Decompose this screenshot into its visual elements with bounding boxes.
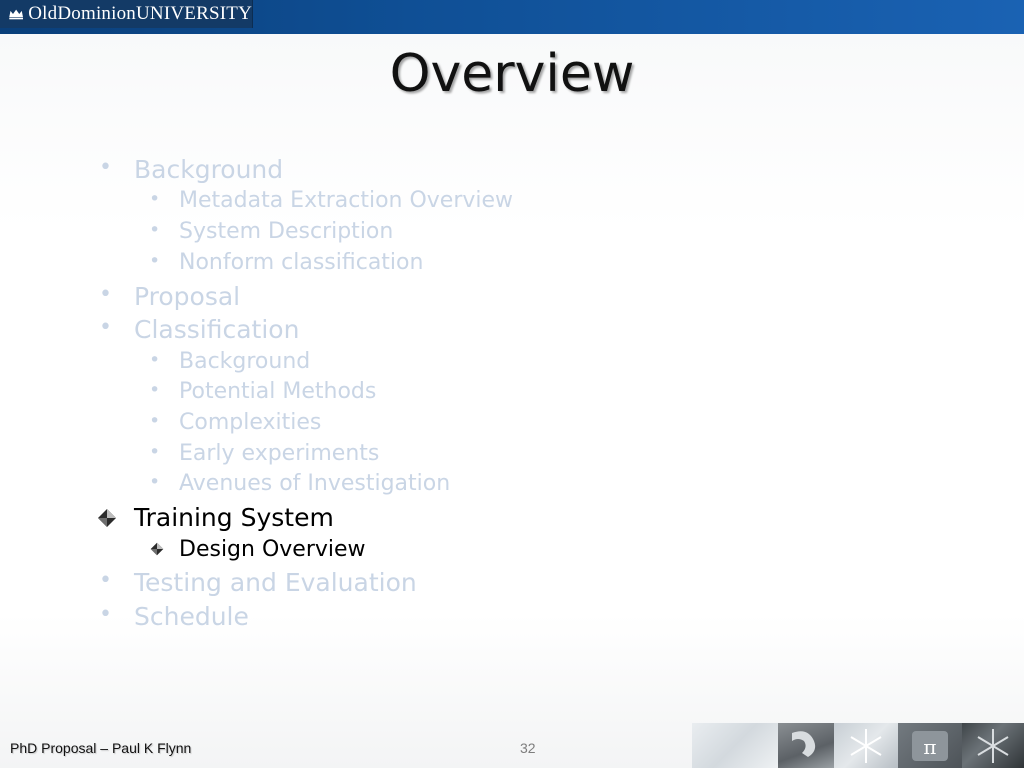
bullet-dot-icon: •	[149, 250, 161, 272]
outline-item-active	[134, 503, 334, 532]
logo-text: OldDominionUNIVERSITY	[28, 3, 252, 24]
bullet-dot-icon: •	[99, 155, 112, 180]
photo-thumbnail	[692, 723, 778, 768]
bullet-dot-icon: •	[149, 471, 161, 493]
outline-item-label: Nonform classification	[179, 250, 424, 275]
outline-item	[149, 441, 380, 466]
bullet-dot-icon: •	[149, 410, 161, 432]
outline-item-label: Training System	[134, 503, 334, 532]
outline-item	[149, 410, 322, 435]
bullet-dot-icon: •	[99, 315, 112, 340]
outline-item-label: Avenues of Investigation	[179, 471, 451, 496]
outline-item	[149, 379, 377, 404]
outline-item-label: Proposal	[134, 282, 241, 311]
photo-thumbnail	[962, 723, 1024, 768]
svg-text:π: π	[923, 735, 937, 759]
bullet-dot-icon: •	[149, 441, 161, 463]
outline-item-label: Design Overview	[179, 537, 366, 562]
outline-item-label: Testing and Evaluation	[134, 568, 417, 597]
bullet-dot-icon: •	[149, 219, 161, 241]
outline-item-label: Background	[134, 155, 284, 184]
diamond-bullet-icon	[97, 508, 117, 528]
outline-item	[149, 471, 451, 496]
outline-item	[99, 602, 249, 631]
outline-item	[99, 155, 284, 184]
photo-thumbnail	[898, 723, 962, 768]
snowflake-icon	[834, 723, 898, 768]
outline-item-label: Potential Methods	[179, 379, 377, 404]
outline-item-label: Background	[179, 349, 311, 374]
outline-item	[149, 250, 424, 275]
outline-item	[99, 568, 417, 597]
bullet-dot-icon: •	[149, 349, 161, 371]
header-bar	[0, 0, 1024, 34]
outline-item	[99, 315, 300, 344]
photo-thumbnail	[778, 723, 834, 768]
outline-item-label: Schedule	[134, 602, 249, 631]
university-logo	[0, 0, 253, 28]
bullet-dot-icon: •	[149, 379, 161, 401]
outline-item-label: System Description	[179, 219, 394, 244]
slide-title: Overview	[389, 44, 635, 104]
outline-item-label: Metadata Extraction Overview	[179, 188, 514, 213]
crown-icon	[8, 4, 24, 24]
pi-symbol-icon	[898, 723, 962, 768]
outline-item-label: Early experiments	[179, 441, 380, 466]
outline-item-active	[179, 537, 366, 562]
bullet-dot-icon: •	[149, 188, 161, 210]
sculpture-image-icon	[778, 723, 834, 768]
outline-item	[149, 219, 394, 244]
outline-item-label: Classification	[134, 315, 300, 344]
bullet-dot-icon: •	[99, 602, 112, 627]
outline-item	[149, 188, 514, 213]
diamond-bullet-icon	[150, 542, 164, 556]
bullet-dot-icon: •	[99, 282, 112, 307]
photo-strip	[692, 723, 1024, 768]
footer-presenter: PhD Proposal – Paul K Flynn	[10, 740, 192, 756]
bullet-dot-icon: •	[99, 568, 112, 593]
page-number: 32	[520, 740, 536, 756]
outline-item-label: Complexities	[179, 410, 322, 435]
outline-item	[149, 349, 311, 374]
outline-item	[99, 282, 241, 311]
ice-crystal-icon	[962, 723, 1024, 768]
photo-thumbnail	[834, 723, 898, 768]
